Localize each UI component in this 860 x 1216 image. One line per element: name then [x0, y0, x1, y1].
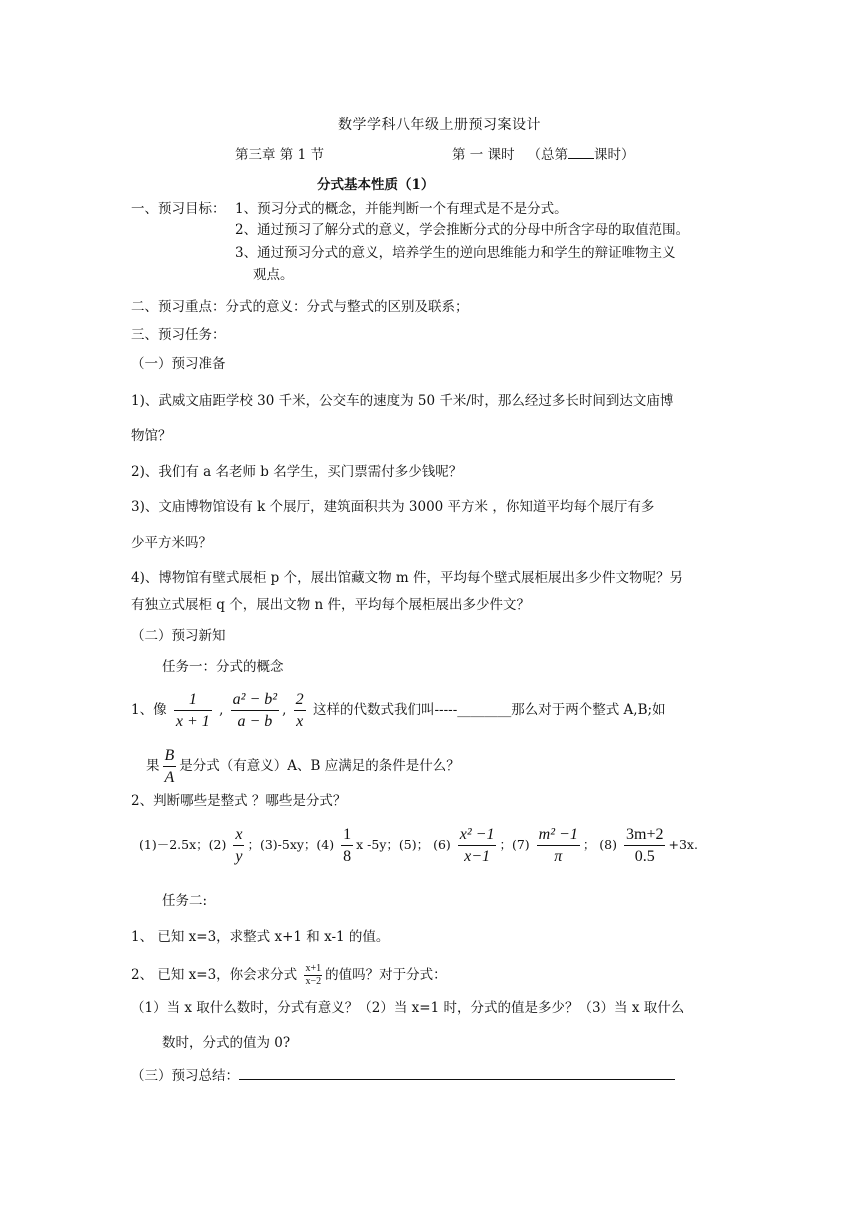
prep-heading: （一）预习准备: [131, 356, 226, 372]
fraction-b-over-a: $\frac{B}{A}$: [164, 747, 175, 787]
task2-question-2: [131, 963, 447, 988]
fraction-1-over-8: $\frac{1}{8}$: [343, 826, 352, 866]
concept-suffix: 这样的代数式我们叫-----________那么对于两个整式 A,B;如: [312, 702, 666, 719]
prep-question-4: 4)、博物馆有壁式展柜 p 个，展出馆藏文物 m 件，平均每个壁式展柜展出多少件文物呢？另: [131, 570, 683, 586]
task2-q2-suffix: 的值吗？对于分式：: [325, 967, 447, 983]
focus-line: 二、预习重点：分式的意义：分式与整式的区别及联系；: [131, 299, 469, 315]
item-text: +3x.: [668, 837, 698, 853]
item-text: ；(3)-5xy；(4): [247, 837, 335, 853]
lesson-label: [452, 147, 634, 163]
fraction-x-over-y: $\frac{x}{y}$: [235, 826, 243, 866]
prep-question-2: 2)、我们有 a 名老师 b 名学生，买门票需付多少钱呢？: [131, 464, 463, 480]
concept-prefix: 1、像: [131, 702, 167, 719]
concept2-prefix: 果: [146, 758, 160, 775]
fraction-a2-minus-b2: $\frac{\text{a² − b²}}{a - b}$: [232, 691, 278, 731]
total-suffix: 课时）: [593, 147, 635, 163]
prep-question-3: 3)、文庙博物馆设有 k 个展厅，建筑面积共为 3000 平方米 ，你知道平均每个展厅有多: [131, 499, 655, 515]
lesson-number: 第 一 课时: [452, 147, 515, 163]
fraction-x2-minus-1: $\frac{\text{x² −1}}{x-1}$: [459, 826, 495, 866]
concept-line-1: 1、像 $\frac{1}{x + 1}$ , $\frac{\text{a² − b²}}{a - b}$ , $\frac{2}{x}$ 这样的代数式我们叫-----________那么对于两个整式 A,B;如: [131, 691, 666, 731]
chapter-label: 第三章 第 1 节: [235, 147, 324, 163]
prep-question-3-cont: 少平方米吗？: [131, 535, 212, 551]
prep-question-1-cont: 物馆？: [131, 428, 172, 444]
fraction-1-over-x-plus-1: $\frac{1}{x + 1}$: [175, 691, 210, 731]
task2-question-3-cont: 数时，分式的值为 0?: [162, 1035, 291, 1051]
task1-heading: 任务一：分式的概念: [162, 659, 284, 675]
goal-item: 2、通过预习了解分式的意义，学会推断分式的分母中所含字母的取值范围。: [235, 222, 690, 238]
goals-label: 一、预习目标：: [131, 201, 226, 217]
prep-question-1: 1)、武威文庙距学校 30 千米，公交车的速度为 50 千米/时，那么经过多长时间到达文庙博: [131, 393, 674, 409]
new-heading: （二）预习新知: [131, 628, 226, 644]
goal-item: 观点。: [253, 267, 294, 283]
summary-line: [131, 1068, 675, 1084]
task-heading: 三、预习任务：: [131, 327, 226, 343]
total-blank[interactable]: [568, 158, 594, 159]
judge-question: 2、判断哪些是整式 ？哪些是分式？: [131, 793, 347, 809]
task2-q2-prefix: 2、 已知 x=3，你会求分式: [131, 967, 298, 983]
item-text: ； (8): [582, 837, 618, 853]
fraction-m2-minus-1: $\frac{\text{m² −1}}{\pi}$: [538, 826, 578, 866]
goal-item: 3、通过预习分式的意义，培养学生的逆向思维能力和学生的辩证唯物主义: [235, 245, 676, 261]
task2-question-1: 1、 已知 x=3，求整式 x+1 和 x-1 的值。: [131, 929, 390, 945]
item-text: x -5y；(5)； (6): [356, 837, 451, 853]
page-title: 数学学科八年级上册预习案设计: [338, 117, 541, 133]
item-text: (1)－2.5x；(2): [139, 837, 227, 853]
total-prefix: （总第: [527, 147, 568, 163]
concept2-suffix: 是分式（有意义）A、B 应满足的条件是什么？: [179, 758, 460, 775]
task2-question-3: （1）当 x 取什么数时，分式有意义？（2）当 x=1 时，分式的值是多少？（3）当 x 取什么: [131, 1000, 685, 1016]
section-subtitle: 分式基本性质（1）: [317, 177, 435, 193]
task2-heading: 任务二:: [162, 893, 208, 909]
fraction-x-plus-1-over-x-minus-2: $\frac{x+1}{x-2}$: [305, 963, 322, 987]
goal-item: 1、预习分式的概念，并能判断一个有理式是不是分式。: [235, 201, 568, 217]
prep-question-4-cont: 有独立式展柜 q 个，展出文物 n 件，平均每个展柜展出多少件文？: [131, 597, 531, 613]
concept-line-2: [146, 746, 460, 787]
fraction-3m-plus-2: $\frac{3m+2}{0.5}$: [626, 826, 664, 866]
item-text: ；(7): [499, 837, 530, 853]
fraction-2-over-x: $\frac{2}{x}$: [295, 691, 304, 731]
judge-items: [139, 825, 698, 866]
summary-blank[interactable]: [239, 1079, 675, 1080]
summary-label: （三）预习总结：: [131, 1068, 239, 1084]
